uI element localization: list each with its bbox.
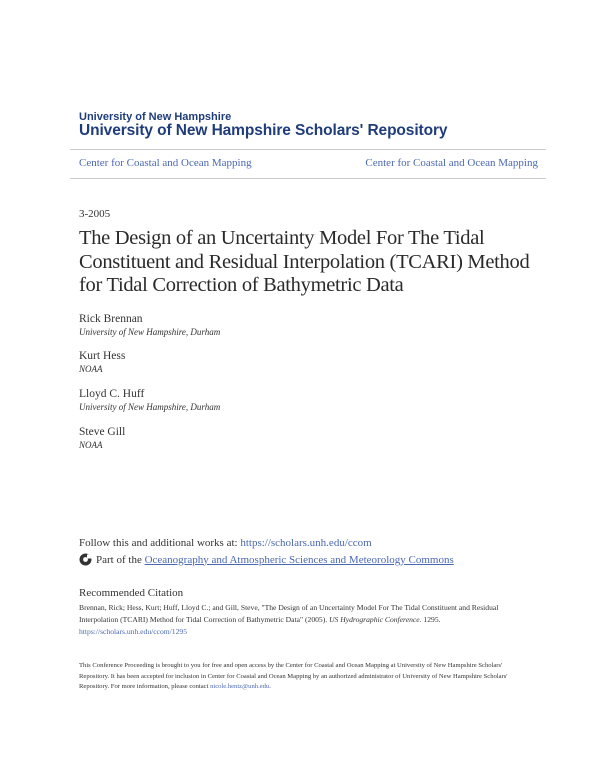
author-affiliation: NOAA [79, 364, 103, 374]
citation-text [79, 602, 529, 638]
header-divider-top [70, 149, 546, 150]
header-divider-bottom [70, 178, 546, 179]
discipline-commons-link[interactable]: Oceanography and Atmospheric Sciences and Meteorology Commons [144, 553, 454, 566]
citation-journal: US Hydrographic Conference [329, 615, 420, 624]
follow-link[interactable]: https://scholars.unh.edu/ccom [240, 537, 372, 549]
part-of-line [79, 553, 454, 566]
author-name: Rick Brennan [79, 313, 143, 325]
collection-link-left[interactable]: Center for Coastal and Ocean Mapping [79, 157, 252, 169]
access-notice [79, 661, 534, 693]
author-affiliation: University of New Hampshire, Durham [79, 327, 221, 337]
recommended-citation-heading: Recommended Citation [79, 587, 184, 599]
author-entry [79, 312, 220, 339]
notice-end: . [269, 683, 271, 690]
author-name: Kurt Hess [79, 350, 126, 362]
notice-text: This Conference Proceeding is brought to you for free and open access by the Center for Coastal and Ocean Mapping at University of New Hampshire Scholars' Repository. It has been accepted for inclusion in Center for Coastal and Ocean Mapping by an authorized administrator of University of New Hampshire Scholars' Repository. For more information, please contact [79, 662, 508, 690]
part-of-text: Part of the [96, 553, 142, 566]
publication-date: 3-2005 [79, 208, 111, 220]
author-name: Steve Gill [79, 426, 126, 438]
author-entry [79, 349, 125, 376]
citation-url-link[interactable]: https://scholars.unh.edu/ccom/1295 [79, 627, 187, 636]
citation-body: Brennan, Rick; Hess, Kurt; Huff, Lloyd C.; and Gill, Steve, "The Design of an Uncertainty Model For The Tidal Constituent and Residual Interpolation (TCARI) Method for Tidal Correction of Bathymetric Data" (2005). [79, 603, 499, 624]
follow-text: Follow this and additional works at: [79, 537, 238, 549]
citation-number: . 1295. [419, 615, 441, 624]
collection-link-right[interactable]: Center for Coastal and Ocean Mapping [365, 157, 538, 169]
commons-network-icon [79, 553, 92, 566]
contact-email-link[interactable]: nicole.hentz@unh.edu [210, 683, 270, 690]
repository-title[interactable]: University of New Hampshire Scholars' Repository [79, 122, 448, 139]
author-entry [79, 387, 220, 414]
institution-name[interactable]: University of New Hampshire [79, 111, 232, 123]
author-affiliation: NOAA [79, 440, 103, 450]
author-entry [79, 425, 125, 452]
document-title: The Design of an Uncertainty Model For The Tidal Constituent and Residual Interpolation (TCARI) Method for Tidal Correction of Bathymetric Data [79, 227, 530, 296]
author-name: Lloyd C. Huff [79, 388, 145, 400]
follow-line [79, 537, 372, 549]
author-affiliation: University of New Hampshire, Durham [79, 402, 221, 412]
